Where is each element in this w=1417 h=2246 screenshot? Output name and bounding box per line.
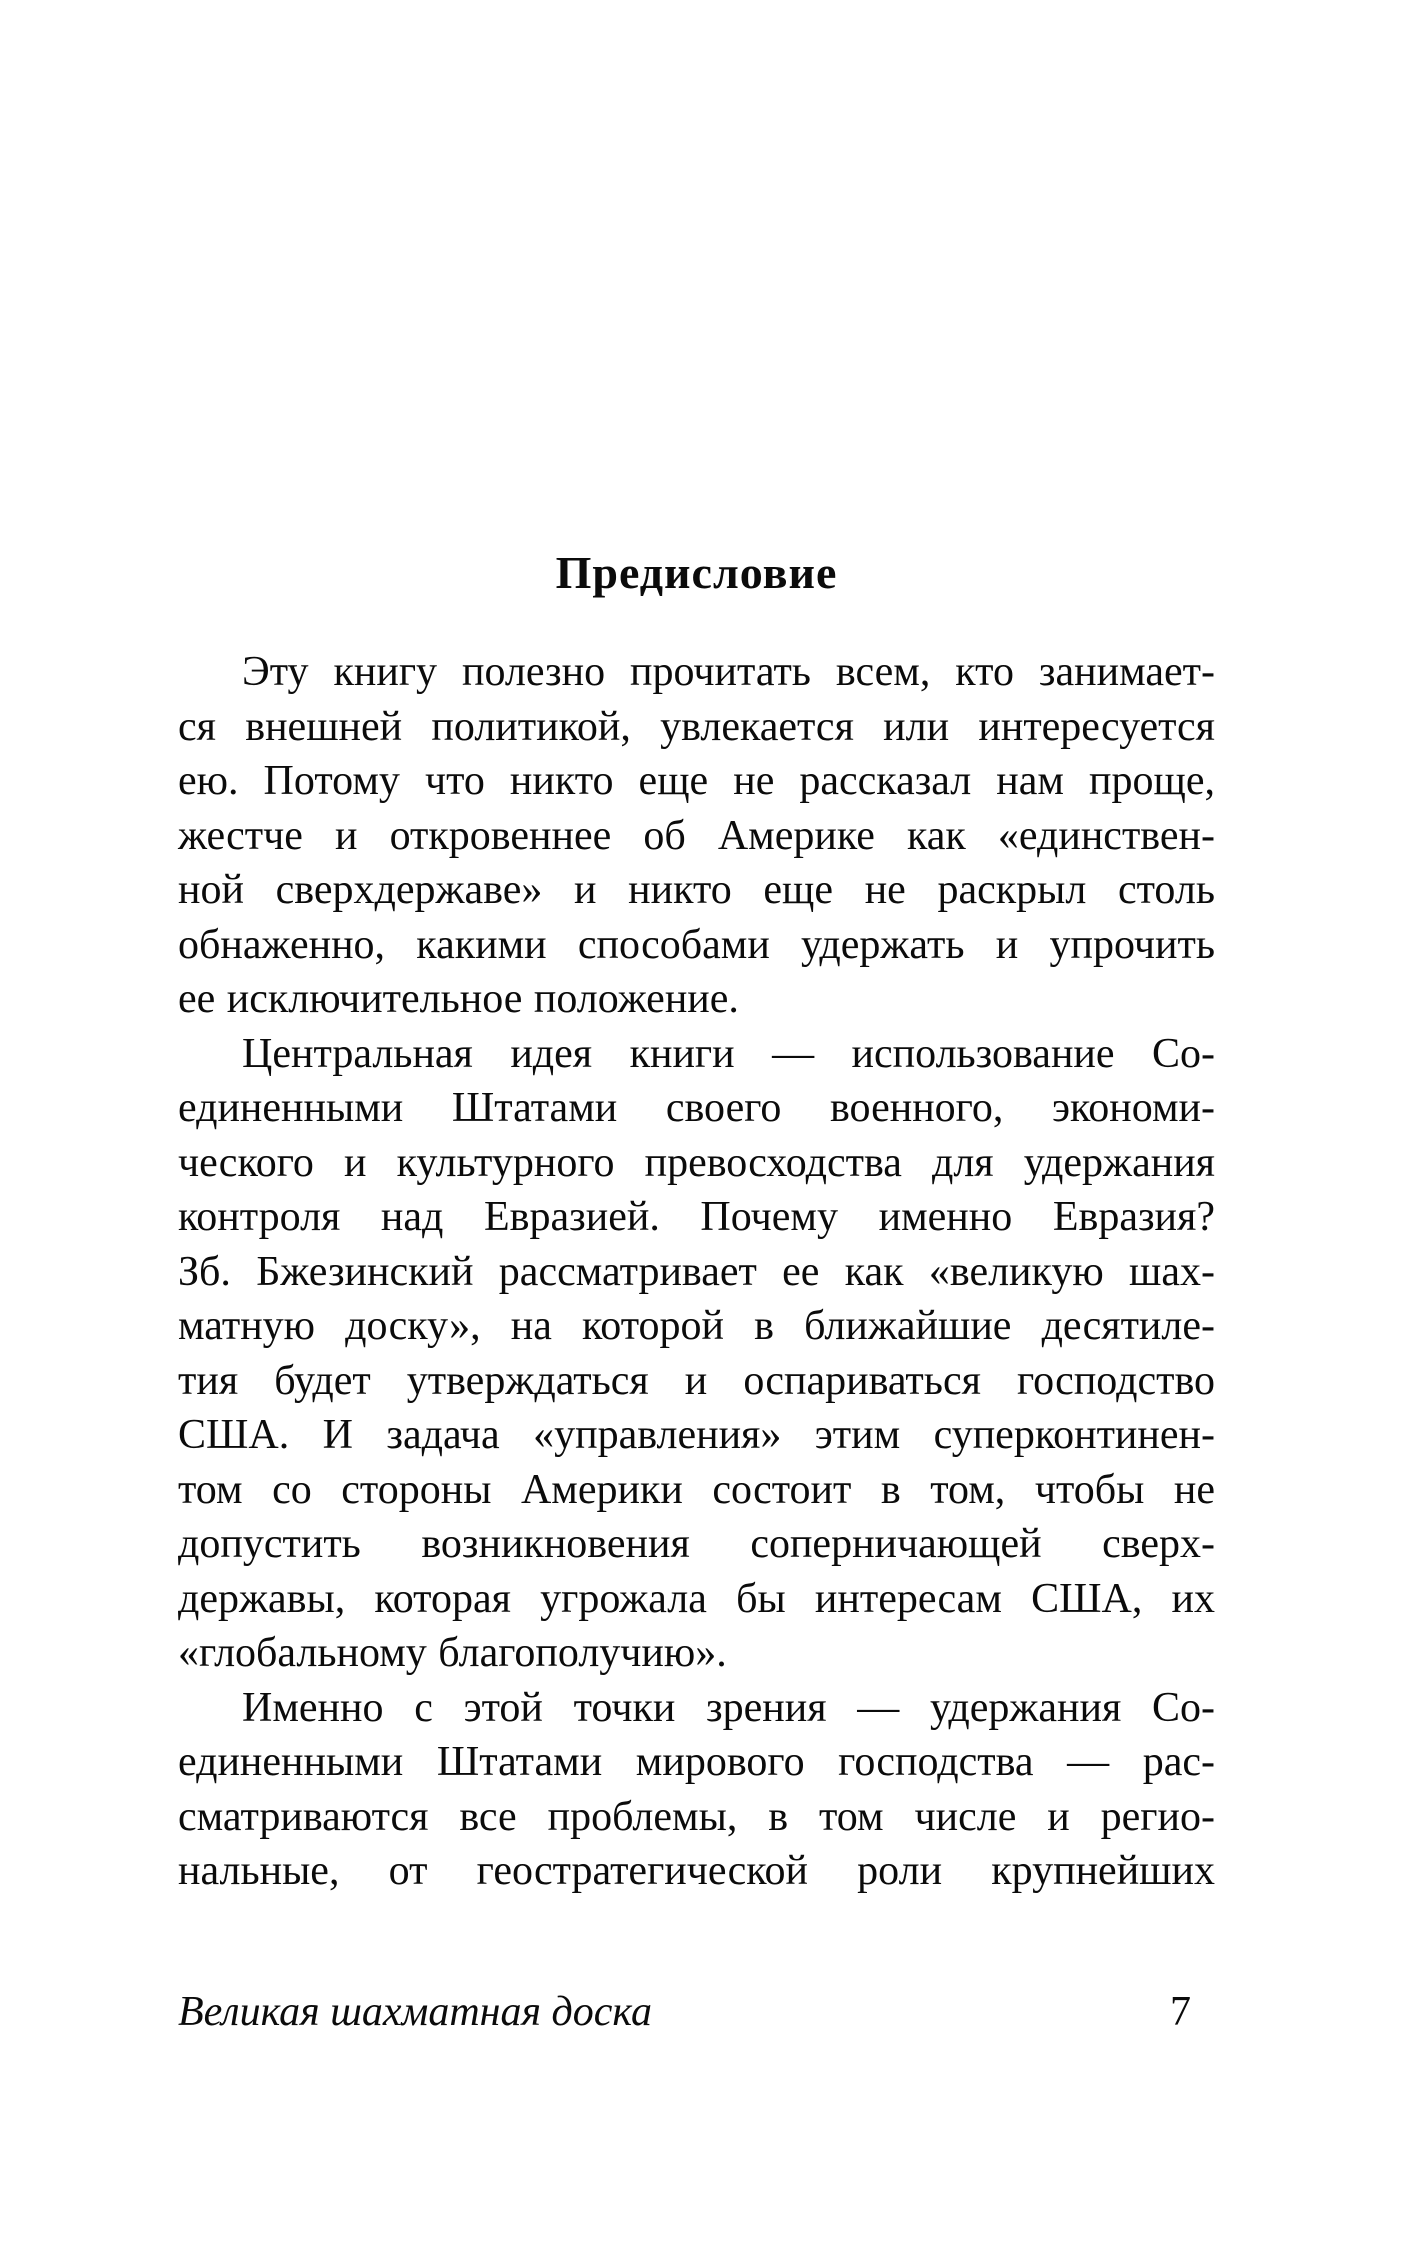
body-line: Именно с этой точки зрения — удержания Со- bbox=[242, 1684, 1215, 1731]
body-line: допустить возникновения соперничающей сверх- bbox=[178, 1521, 1215, 1567]
body-line: Центральная идея книги — использование Со- bbox=[242, 1030, 1215, 1077]
body-line: Эту книгу полезно прочитать всем, кто занимает- bbox=[242, 649, 1215, 695]
body-line: ной сверхдержаве» и никто еще не раскрыл столь bbox=[178, 867, 1215, 913]
page-number: 7 bbox=[1170, 1989, 1191, 2035]
body-line: ею. Потому что никто еще не рассказал нам проще, bbox=[178, 758, 1215, 804]
page-footer bbox=[178, 1988, 1215, 2036]
body-text bbox=[178, 645, 1215, 1899]
body-line: тия будет утверждаться и оспариваться господство bbox=[178, 1357, 1215, 1404]
body-line: ческого и культурного превосходства для удержания bbox=[178, 1139, 1215, 1186]
body-line: обнаженно, какими способами удержать и упрочить bbox=[178, 921, 1215, 968]
body-line: нальные, от геостратегической роли крупнейших bbox=[178, 1848, 1215, 1894]
body-line: контроля над Евразией. Почему именно Евразия? bbox=[178, 1194, 1215, 1240]
body-line: единенными Штатами мирового господства — рас- bbox=[178, 1739, 1215, 1785]
body-line: том со стороны Америки состоит в том, чтобы не bbox=[178, 1466, 1215, 1513]
body-line: единенными Штатами своего военного, экономи- bbox=[178, 1085, 1215, 1131]
body-line: державы, которая угрожала бы интересам США, их bbox=[178, 1575, 1215, 1622]
body-line: сматриваются все проблемы, в том числе и регио- bbox=[178, 1793, 1215, 1840]
chapter-title: Предисловие bbox=[555, 547, 838, 598]
body-line: ся внешней политикой, увлекается или интересуется bbox=[178, 703, 1215, 750]
body-line: ее исключительное положение. bbox=[178, 976, 739, 1022]
body-line: США. И задача «управления» этим суперконтинен- bbox=[178, 1412, 1215, 1458]
body-line: матную доску», на которой в ближайшие десятиле- bbox=[178, 1303, 1215, 1349]
body-line: «глобальному благополучию». bbox=[178, 1630, 727, 1676]
running-title: Великая шахматная доска bbox=[178, 1989, 653, 2035]
body-line: жестче и откровеннее об Америке как «единствен- bbox=[178, 812, 1215, 859]
body-line: Зб. Бжезинский рассматривает ее как «великую шах- bbox=[178, 1248, 1215, 1295]
